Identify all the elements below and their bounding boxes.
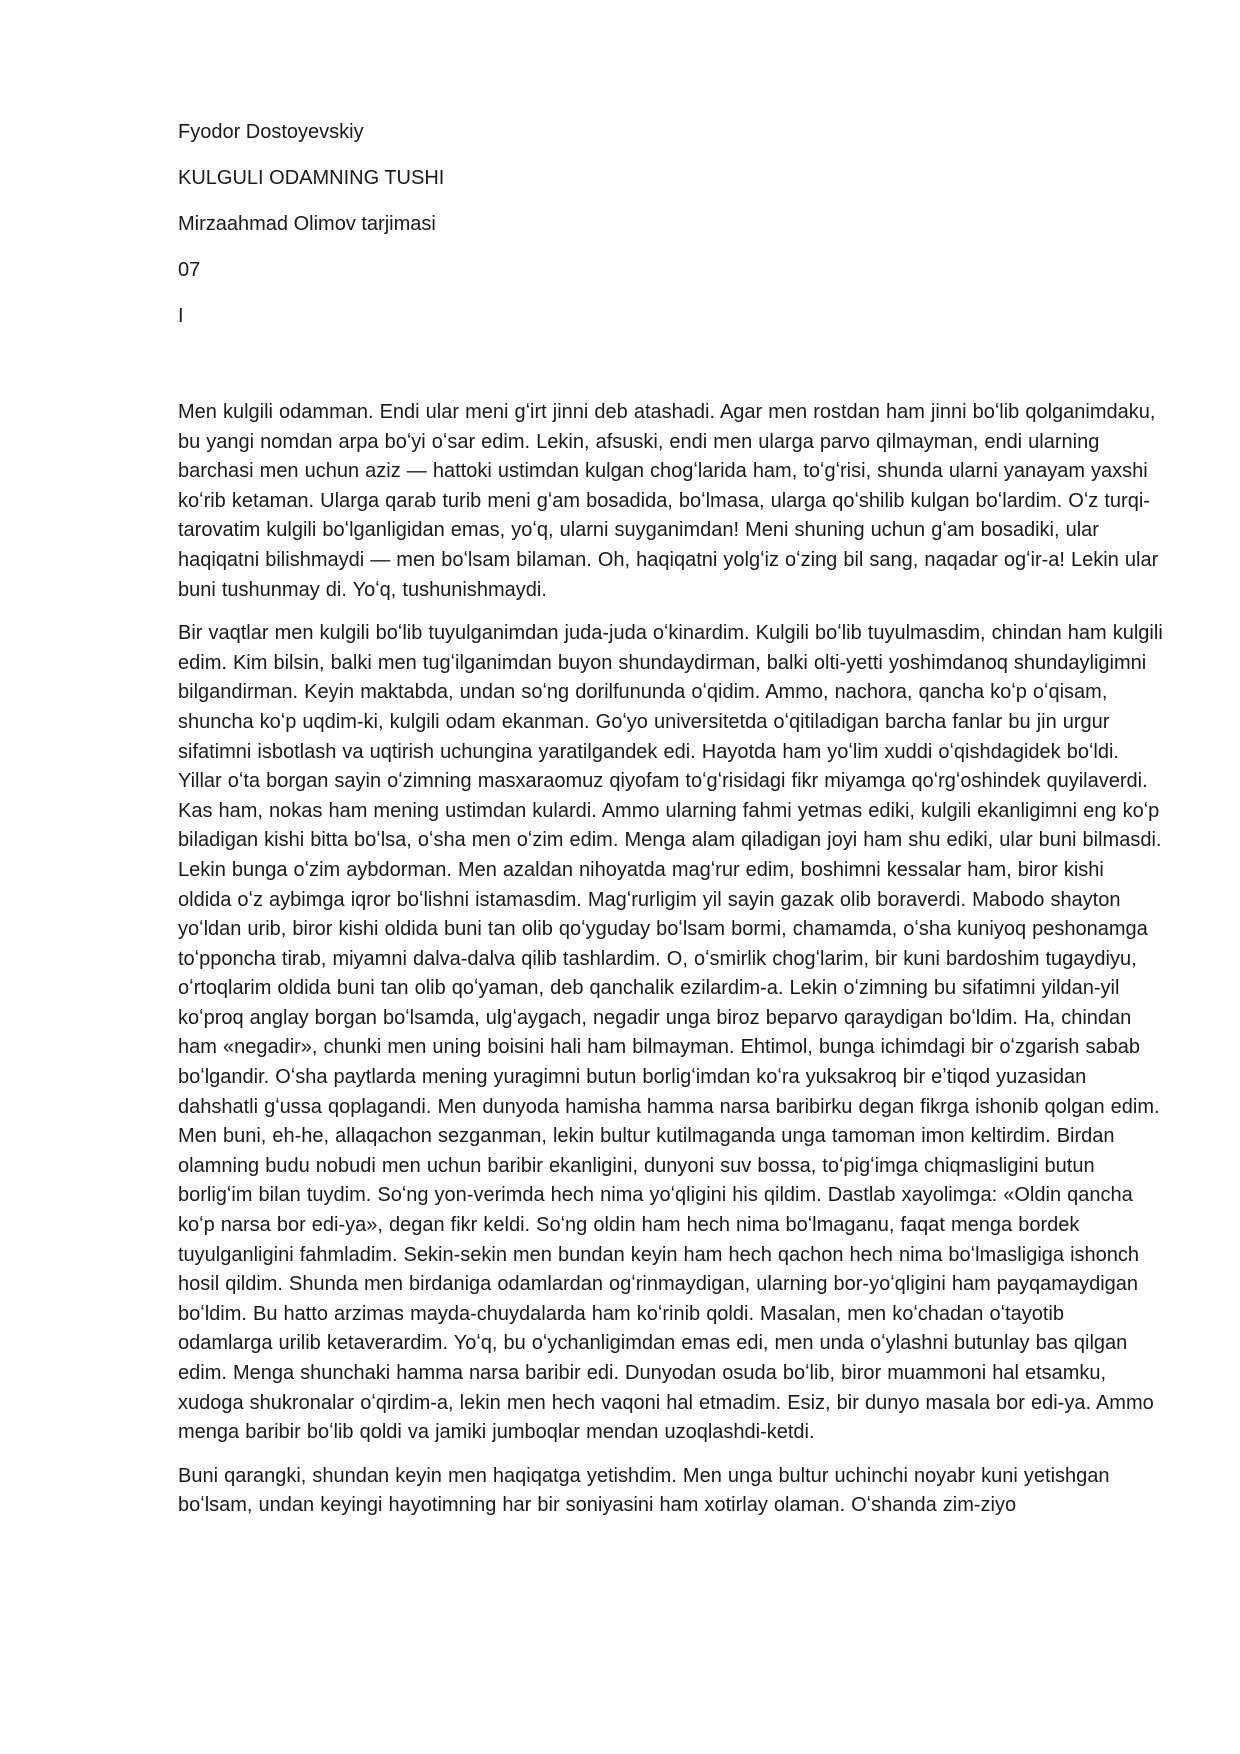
chapter-number: I [178, 305, 184, 327]
paragraph-1: Men kulgili odamman. Endi ular meni gʻirt jinni deb atashadi. Agar men rostdan ham jinni boʻlib qolganimdaku, bu yangi nomdan arpa boʻyi oʻsar edim. Lekin, afsuski, endi men ularga parvo qilmayman, endi ularning barchasi men uchun aziz — hattoki ustimdan kulgan chogʻlarida ham, toʻgʻrisi, shunda ularni yanayam yaxshi koʻrib ketaman. Ularga qarab turib meni gʻam bosadida, boʻlmasa, ularga qoʻshilib kulgan boʻlardim. Oʻz turqi-tarovatim kulgili boʻlganligidan emas, yoʻq, ularni suyganimdan! Meni shuning uchun gʻam bosadiki, ular haqiqatni bilishmaydi — men boʻlsam bilaman. Oh, haqiqatni yolgʻiz oʻzing bil sang, naqadar ogʻir-a! Lekin ular buni tushunmay di. Yoʻq, tushunishmaydi. [178, 401, 1159, 601]
document-header [178, 118, 1163, 348]
translator-credit: Mirzaahmad Olimov tarjimasi [178, 213, 436, 235]
author-name: Fyodor Dostoyevskiy [178, 121, 364, 143]
paragraph-3: Buni qarangki, shundan keyin men haqiqatga yetishdim. Men unga bultur uchinchi noyabr kuni yetishgan boʻlsam, undan keyingi hayotimning har bir soniyasini ham xotirlay olaman. Oʻshanda zim-ziyo [178, 1464, 1110, 1517]
story-body [178, 398, 1163, 1535]
paragraph-2: Bir vaqtlar men kulgili boʻlib tuyulganimdan juda-juda oʻkinardim. Kulgili boʻlib tuyulmasdim, chindan ham kulgili edim. Kim bilsin, balki men tugʻilganimdan buyon shundaydirman, balki olti-yetti yoshimdanoq shundayligimni bilgandirman. Keyin maktabda, undan soʻng dorilfununda oʻqidim. Ammo, nachora, qancha koʻp oʻqisam, shuncha koʻp uqdim-ki, kulgili odam ekanman. Goʻyo universitetda oʻqitiladigan barcha fanlar bu jin urgur sifatimni isbotlash va uqtirish uchungina yaratilgandek edi. Hayotda ham yoʻlim xuddi oʻqishdagidek boʻldi. Yillar oʻta borgan sayin oʻzimning masxaraomuz qiyofam toʻgʻrisidagi fikr miyamga qoʻrgʻoshindek quyilaverdi. Kas ham, nokas ham mening ustimdan kulardi. Ammo ularning fahmi yetmas ediki, kulgili ekanligimni eng koʻp biladigan kishi bitta boʻlsa, oʻsha men oʻzim edim. Menga alam qiladigan joyi ham shu ediki, ular buni bilmasdi. Lekin bunga oʻzim aybdorman. Men azaldan nihoyatda magʻrur edim, boshimni kessalar ham, biror kishi oldida oʻz aybimga iqror boʻlishni istamasdim. Magʻrurligim yil sayin gazak olib boraverdi. Mabodo shayton yoʻldan urib, biror kishi oldida buni tan olib qoʻyguday boʻlsam bormi, chamamda, oʻsha kuniyoq peshonamga toʻpponcha tirab, miyamni dalva-dalva qilib tashlardim. O, oʻsmirlik chogʻlarim, bir kuni bardoshim tugaydiyu, oʻrtoqlarim oldida buni tan olib qoʻyaman, deb qanchalik ezilardim-a. Lekin oʻzimning bu sifatimni yildan-yil koʻproq anglay borgan boʻlsamda, ulgʻaygach, negadir unga biroz beparvo qaraydigan boʻldim. Ha, chindan ham «negadir», chunki men uning boisini hali ham bilmayman. Ehtimol, bunga ichimdagi bir oʻzgarish sabab boʻlgandir. Oʻsha paytlarda mening yuragimni butun borligʻimdan koʻra yuksakroq bir eʼtiqod yuzasidan dahshatli gʻussa qoplagandi. Men dunyoda hamisha hamma narsa baribirku degan fikrga ishonib qolgan edim. Men buni, eh-he, allaqachon sezganman, lekin bultur kutilmaganda unga tamoman imon keltirdim. Birdan olamning budu nobudi men uchun baribir ekanligini, dunyoni suv bossa, toʻpigʻimga chiqmasligini butun borligʻim bilan tuydim. Soʻng yon-verimda hech nima yoʻqligini his qildim. Dastlab xayolimga: «Oldin qancha koʻp narsa bor edi-ya», degan fikr keldi. Soʻng oldin ham hech nima boʻlmaganu, faqat menga bordek tuyulganligini fahmladim. Sekin-sekin men bundan keyin ham hech qachon hech nima boʻlmasligiga ishonch hosil qildim. Shunda men birdaniga odamlardan ogʻrinmaydigan, ularning bor-yoʻqligini ham payqamaydigan boʻldim. Bu hatto arzimas mayda-chuydalarda ham koʻrinib qoldi. Masalan, men koʻchadan oʻtayotib odamlarga urilib ketaverardim. Yoʻq, bu oʻychanligimdan emas edi, men unda oʻylashni butunlay bas qilgan edim. Menga shunchaki hamma narsa baribir edi. Dunyodan osuda boʻlib, biror muammoni hal etsamku, xudoga shukronalar oʻqirdim-a, lekin men hech vaqoni hal etmadim. Esiz, bir dunyo masala bor edi-ya. Ammo menga baribir boʻlib qoldi va jamiki jumboqlar mendan uzoqlashdi-ketdi. [178, 622, 1163, 1444]
issue-number: 07 [178, 259, 201, 281]
story-title: KULGULI ODAMNING TUSHI [178, 167, 445, 189]
